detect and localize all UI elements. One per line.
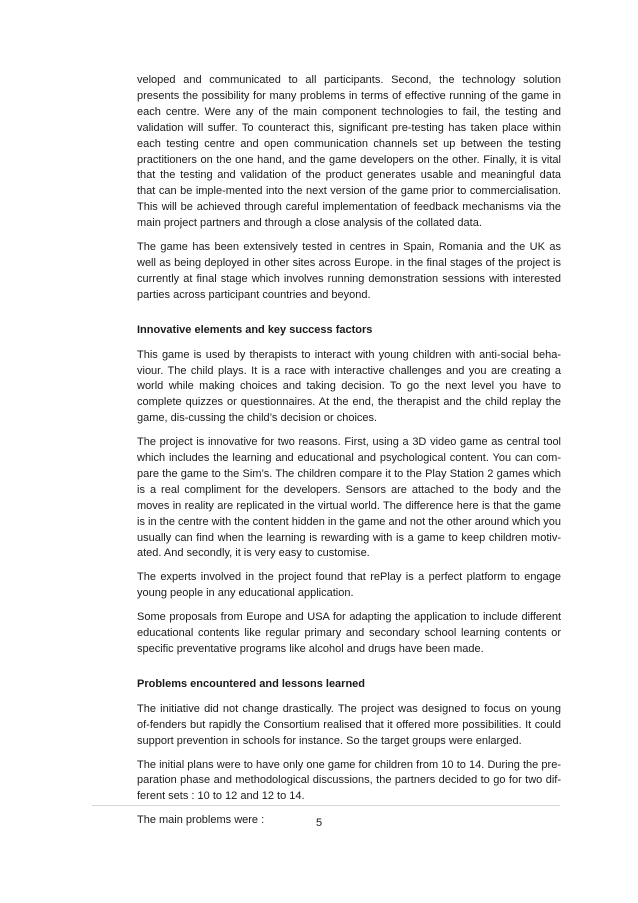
section-heading-innovative-elements: Innovative elements and key success factors <box>137 323 373 336</box>
footer-divider <box>92 805 560 806</box>
paragraph-initial-plans: The initial plans were to have only one game for children from 10 to 14. During the pre-paration phase and methodological discussions, the partners decided to go for two dif-ferent sets : 10 to 12 and 12 to 14. <box>137 758 561 803</box>
paragraph-game-usage: This game is used by therapists to interact with young children with anti-social beha-viour. The child plays. It is a race with interactive challenges and you are creating a world while making choices and taking decision. To go the next level you have to complete quizzes or questionnaires. At the end, the therapist and the child replay the game, dis-cussing the child’s decision or choices. <box>137 348 561 425</box>
page-body <box>137 73 561 837</box>
paragraph-adaptation-proposals: Some proposals from Europe and USA for adapting the application to include different educational contents like regular primary and secondary school learning contents or specific preventative programs like alcohol and drugs have been made. <box>137 611 561 655</box>
paragraph-testing-validation: veloped and communicated to all participants. Second, the technology solution presents the possibility for many problems in terms of effective running of the game in each centre. Were any of the main component technologies to fail, the testing and validation will suffer. To counteract this, significant pre-testing has taken place within each testing centre and open communication channels set up between the testing practitioners on the one hand, and the game developers on the other. Finally, it is vital that the testing and validation of the product generates usable and meaningful data that can be imple-mented into the next version of the game prior to commercialisation. This will be achieved through careful implementation of feedback mechanisms via the main project partners and through a close analysis of the collated data. <box>137 74 561 230</box>
paragraph-main-problems: The main problems were : <box>137 814 265 827</box>
paragraph-initiative-changes: The initiative did not change drastically. The project was designed to focus on young of-fenders but rapidly the Consortium realised that it offered more possibilities. It could support prevention in schools for instance. So the target groups were enlarged. <box>137 702 561 747</box>
page-number: 5 <box>315 817 323 829</box>
paragraph-testing-locations: The game has been extensively tested in centres in Spain, Romania and the UK as well as being deployed in other sites across Europe. in the final stages of the project is currently at final stage which involves running demonstration sessions with interested parties across participant countries and beyond. <box>137 241 561 301</box>
paragraph-expert-opinion: The experts involved in the project found that rePlay is a perfect platform to engage young people in any educational application. <box>137 571 561 600</box>
section-heading-problems: Problems encountered and lessons learned <box>137 677 366 690</box>
paragraph-innovation-reasons: The project is innovative for two reasons. First, using a 3D video game as central tool which includes the learning and educational and psychological content. You can com-pare the game to the Sim’s. The children compare it to the Play Station 2 games which is a real compliment for the developers. Sensors are attached to the body and the moves in reality are replicated in the virtual world. The difference here is that the game is in the centre with the content hidden in the game and not the other around which you usually can find when the learning is rewarding with is a game to keep children motiv-ated. And secondly, it is very easy to customise. <box>137 436 561 560</box>
